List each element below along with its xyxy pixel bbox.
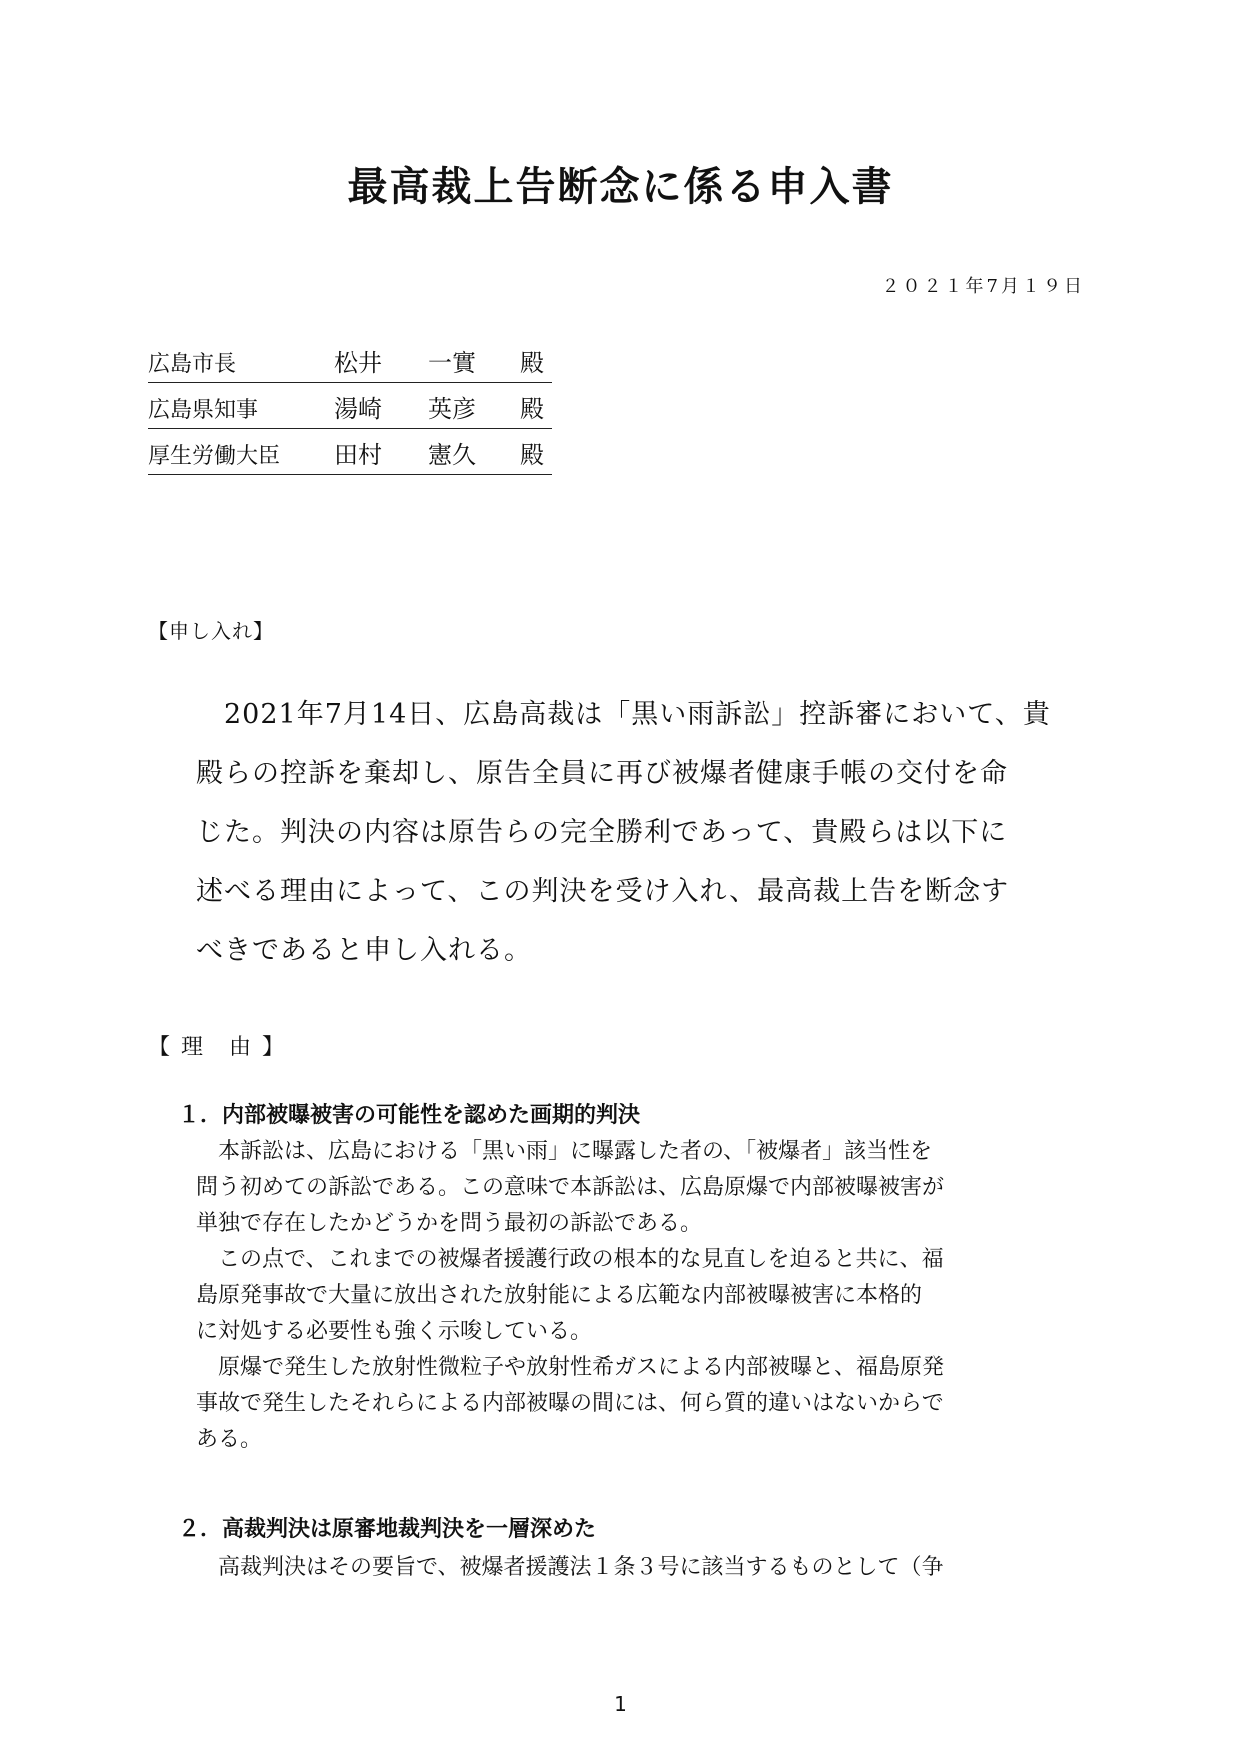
addressee-role: 広島県知事 [148, 398, 259, 423]
body-line: ある。 [196, 1427, 263, 1452]
page-number: 1 [614, 1692, 627, 1716]
addressee-given-name: 一實 [428, 349, 476, 377]
addressee-role: 広島市長 [148, 352, 237, 377]
body-line: 本訴訟は、広島における「黒い雨」に曝露した者の、「被爆者」該当性を [196, 1139, 933, 1164]
paragraph-line: じた。判決の内容は原告らの完全勝利であって、貴殿らは以下に [196, 817, 1008, 848]
body-line: 原爆で発生した放射性微粒子や放射性希ガスによる内部被曝と、福島原発 [196, 1355, 945, 1380]
section-body [196, 1134, 1096, 1458]
addressee-row [148, 346, 552, 383]
document-date: ２０２１年7月１９日 [881, 276, 1085, 297]
addressee-family-name: 田村 [334, 441, 382, 469]
section-heading: １．内部被曝被害の可能性を認めた画期的判決 [178, 1103, 641, 1128]
paragraph-line: べきであると申し入れる。 [196, 935, 532, 966]
document-title: 最高裁上告断念に係る申入書 [347, 164, 894, 210]
body-line: 事故で発生したそれらによる内部被曝の間には、何ら質的違いはないからで [196, 1391, 944, 1416]
body-line: 島原発事故で大量に放出された放射能による広範な内部被曝被害に本格的 [196, 1283, 923, 1308]
reason-heading: 【 理 由 】 [148, 1035, 286, 1060]
body-line: 問う初めての訴訟である。この意味で本訴訟は、広島原爆で内部被曝被害が [196, 1175, 945, 1200]
addressee-given-name: 憲久 [428, 441, 476, 469]
request-paragraph [196, 685, 1096, 980]
body-line: 単独で存在したかどうかを問う最初の訴訟である。 [196, 1211, 703, 1236]
addressee-family-name: 湯崎 [334, 395, 382, 423]
body-line: 高裁判決はその要旨で、被爆者援護法１条３号に該当するものとして（争 [196, 1555, 944, 1580]
addressee-given-name: 英彦 [428, 395, 476, 423]
paragraph-line: 2021年7月14日、広島高裁は「黒い雨訴訟」控訴審において、貴 [196, 699, 1051, 730]
addressee-honorific: 殿 [520, 395, 544, 423]
body-line: この点で、これまでの被爆者援護行政の根本的な見直しを迫ると共に、福 [196, 1247, 944, 1272]
section-body [196, 1550, 1096, 1586]
addressee-honorific: 殿 [520, 349, 544, 377]
paragraph-line: 述べる理由によって、この判決を受け入れ、最高裁上告を断念す [196, 876, 1010, 907]
request-heading: 【申し入れ】 [148, 619, 274, 643]
addressee-role: 厚生労働大臣 [148, 444, 281, 469]
section-heading: ２．高裁判決は原審地裁判決を一層深めた [178, 1517, 597, 1542]
addressee-honorific: 殿 [520, 441, 544, 469]
paragraph-line: 殿らの控訴を棄却し、原告全員に再び被爆者健康手帳の交付を命 [196, 758, 1008, 789]
addressee-row [148, 392, 552, 429]
body-line: に対処する必要性も強く示唆している。 [196, 1319, 593, 1344]
addressee-row [148, 438, 552, 475]
addressee-family-name: 松井 [334, 349, 382, 377]
